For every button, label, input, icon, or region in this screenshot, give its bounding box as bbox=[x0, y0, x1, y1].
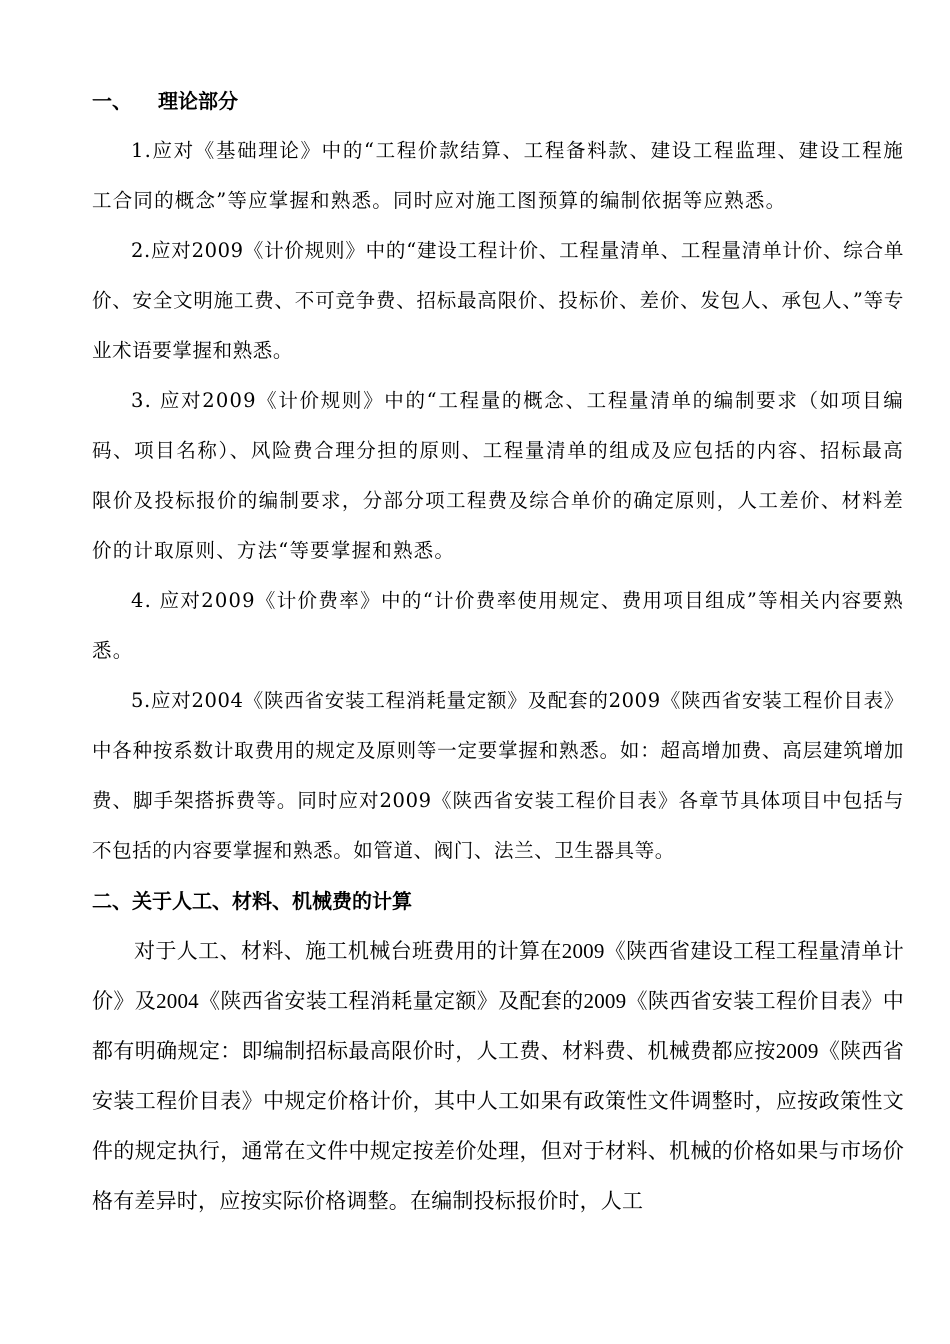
section-1-item-2: 2.应对2009《计价规则》中的“建设工程计价、工程量清单、工程量清单计价、综合单价、安全文明施工费、不可竞争费、招标最高限价、投标价、差价、发包人、承包人、”等专业术语要掌握和熟悉。 bbox=[92, 239, 904, 362]
section-2-heading: 二、关于人工、材料、机械费的计算 bbox=[92, 889, 412, 913]
section-1-item-4: 4. 应对2009《计价费率》中的“计价费率使用规定、费用项目组成”等相关内容要熟悉。 bbox=[92, 589, 904, 662]
section-1-item-1: 1.应对《基础理论》中的“工程价款结算、工程备料款、建设工程监理、建设工程施工合同的概念”等应掌握和熟悉。同时应对施工图预算的编制依据等应熟悉。 bbox=[92, 139, 904, 212]
section-1-number: 一、 bbox=[92, 89, 132, 113]
section-1-heading bbox=[92, 76, 904, 126]
section-2-body: 对于人工、材料、施工机械台班费用的计算在2009《陕西省建设工程工程量清单计价》及2004《陕西省安装工程消耗量定额》及配套的2009《陕西省安装工程价目表》中都有明确规定：即编制招标最高限价时，人工费、材料费、机械费都应按2009《陕西省安装工程价目表》中规定价格计价，其中人工如果有政策性文件调整时，应按政策性文件的规定执行，通常在文件中规定按差价处理，但对于材料、机械的价格如果与市场价格有差异时，应按实际价格调整。在编制投标报价时，人工 bbox=[92, 939, 904, 1213]
document-page bbox=[92, 76, 904, 1226]
section-1-item-3: 3. 应对2009《计价规则》中的“工程量的概念、工程量清单的编制要求（如项目编码、项目名称）、风险费合理分担的原则、工程量清单的组成及应包括的内容、招标最高限价及投标报价的编制要求，分部分项工程费及综合单价的确定原则，人工差价、材料差价的计取原则、方法“等要掌握和熟悉。 bbox=[92, 389, 904, 562]
section-1-item-5: 5.应对2004《陕西省安装工程消耗量定额》及配套的2009《陕西省安装工程价目表》中各种按系数计取费用的规定及原则等一定要掌握和熟悉。如：超高增加费、高层建筑增加费、脚手架搭拆费等。同时应对2009《陕西省安装工程价目表》各章节具体项目中包括与不包括的内容要掌握和熟悉。如管道、阀门、法兰、卫生器具等。 bbox=[92, 689, 904, 862]
section-1-title: 理论部分 bbox=[158, 89, 238, 113]
